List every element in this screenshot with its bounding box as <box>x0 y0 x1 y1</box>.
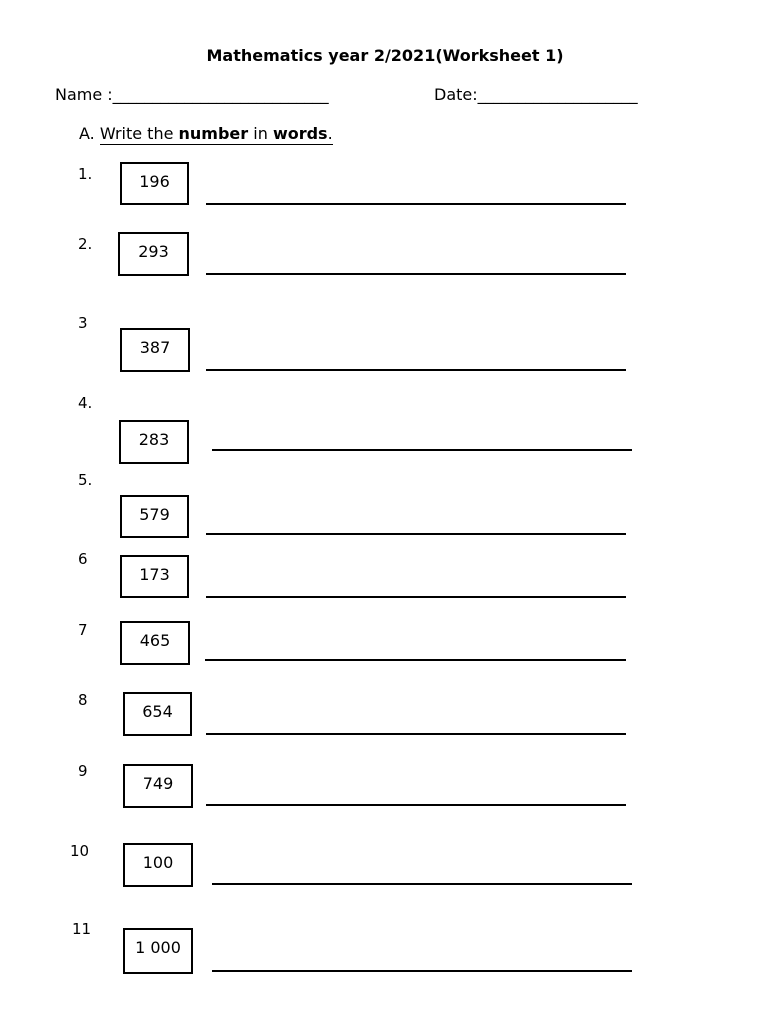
answer-line[interactable] <box>206 273 626 275</box>
instruction-suffix: . <box>327 124 333 143</box>
number-box: 465 <box>120 621 190 665</box>
number-box: 100 <box>123 843 193 887</box>
instruction-text <box>100 124 333 145</box>
name-field[interactable]: Name :___________________________ <box>55 85 329 104</box>
number-box: 1 000 <box>123 928 193 974</box>
date-field[interactable]: Date:____________________ <box>434 85 638 104</box>
question-label: 4. <box>78 394 93 412</box>
answer-line[interactable] <box>206 369 626 371</box>
number-box: 749 <box>123 764 193 808</box>
number-box: 283 <box>119 420 189 464</box>
question-label: 10 <box>70 842 90 860</box>
question-label: 9 <box>78 762 88 780</box>
number-box: 293 <box>118 232 189 276</box>
answer-line[interactable] <box>205 659 626 661</box>
answer-line[interactable] <box>212 970 632 972</box>
answer-line[interactable] <box>212 449 632 451</box>
instruction-bold-number: number <box>178 124 249 143</box>
answer-line[interactable] <box>206 733 626 735</box>
section-a-instruction <box>79 124 333 143</box>
instruction-bold-words: words <box>272 124 328 143</box>
instruction-part1: Write the <box>99 124 179 143</box>
number-box: 196 <box>120 162 189 205</box>
answer-line[interactable] <box>206 203 626 205</box>
worksheet-title: Mathematics year 2/2021(Worksheet 1) <box>206 46 564 65</box>
answer-line[interactable] <box>206 804 626 806</box>
question-label: 1. <box>78 165 93 183</box>
question-label: 8 <box>78 691 88 709</box>
question-label: 7 <box>78 621 88 639</box>
answer-line[interactable] <box>206 596 626 598</box>
question-label: 2. <box>78 235 93 253</box>
question-label: 11 <box>72 920 92 938</box>
number-box: 654 <box>123 692 192 736</box>
instruction-part2: in <box>248 124 273 143</box>
question-label: 6 <box>78 550 88 568</box>
number-box: 387 <box>120 328 190 372</box>
number-box: 173 <box>120 555 189 598</box>
section-prefix: A. <box>79 124 100 143</box>
answer-line[interactable] <box>212 883 632 885</box>
number-box: 579 <box>120 495 189 538</box>
answer-line[interactable] <box>206 533 626 535</box>
question-label: 5. <box>78 471 93 489</box>
question-label: 3 <box>78 314 88 332</box>
